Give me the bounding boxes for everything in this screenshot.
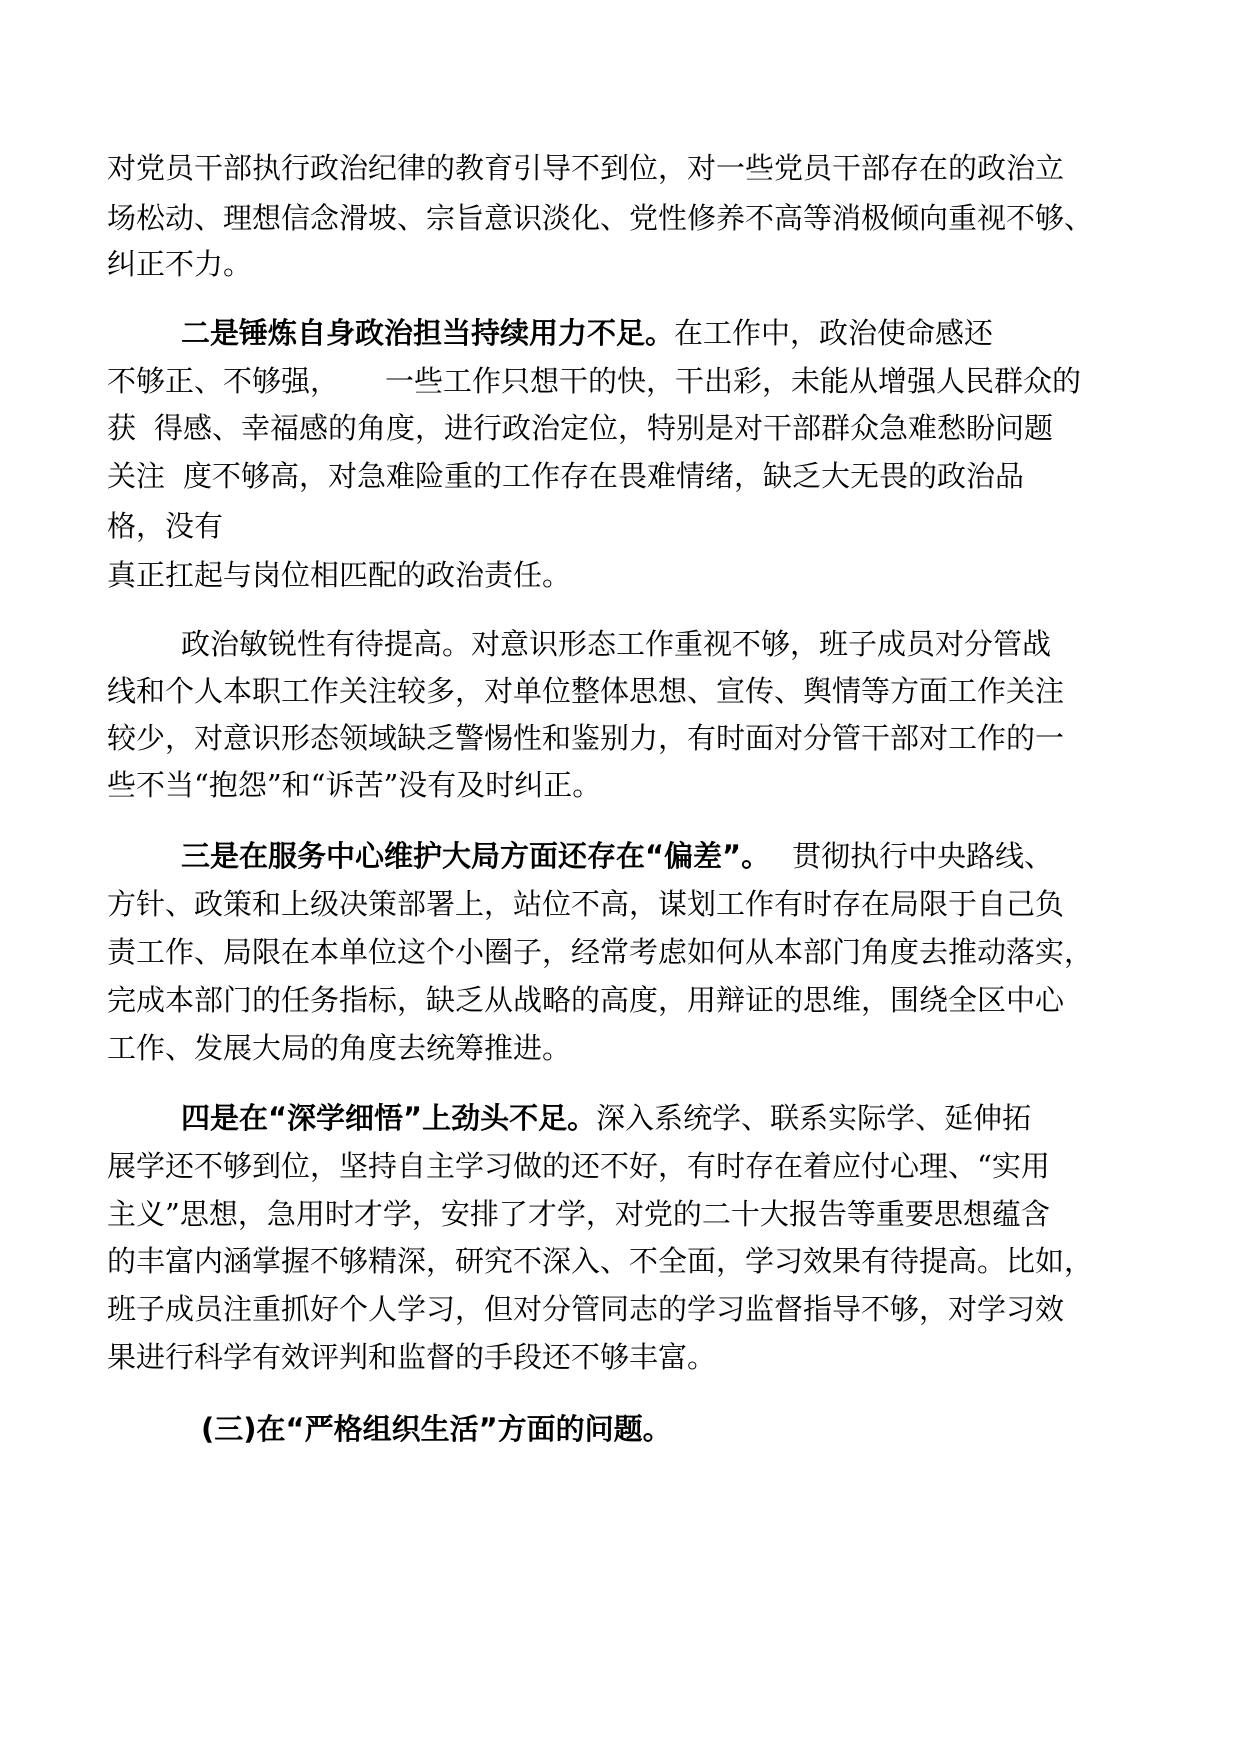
paragraph-2-line-2-part-b: 一些工作只想干的快，干出彩，未能从增强人民群众的 [385, 364, 1082, 398]
paragraph-4-line-1-text: 贯彻执行中央路线、 [792, 839, 1054, 873]
paragraph-5-line-2: 展学还不够到位，坚持自主学习做的还不好，有时存在着应付心理、“实用 [107, 1149, 1050, 1183]
paragraph-2-line-6: 真正扛起与岗位相匹配的政治责任。 [107, 558, 572, 592]
paragraph-2-line-3-part-b: 得感、幸福感的角度，进行政治定位，特别是对干部群众急难愁盼问题 [154, 411, 1054, 445]
paragraph-2-line-3 [107, 410, 1053, 446]
paragraph-2-lead: 二是锤炼自身政治担当持续用力不足。 [181, 316, 675, 350]
paragraph-5-line-1-text: 深入系统学、联系实际学、延伸拓 [596, 1101, 1032, 1135]
paragraph-5-line-1 [181, 1100, 1031, 1136]
paragraph-2-line-4-part-a: 关注 [107, 459, 166, 493]
paragraph-3-line-1: 政治敏锐性有待提高。对意识形态工作重视不够，班子成员对分管战 [181, 627, 1052, 661]
paragraph-4-line-4: 完成本部门的任务指标，缺乏从战略的高度，用辩证的思维，围绕全区中心 [107, 983, 1065, 1017]
paragraph-4-line-3: 责工作、局限在本单位这个小圈子，经常考虑如何从本部门角度去推动落实， [107, 935, 1094, 969]
paragraph-5-line-3: 主义”思想，急用时才学，安排了才学，对党的二十大报告等重要思想蕴含 [107, 1197, 1050, 1231]
paragraph-1-line-1: 对党员干部执行政治纪律的教育引导不到位，对一些党员干部存在的政治立 [107, 151, 1065, 185]
paragraph-3-line-2: 线和个人本职工作关注较多，对单位整体思想、宣传、舆情等方面工作关注 [107, 674, 1065, 708]
paragraph-2-line-4-part-b: 度不够高，对急难险重的工作存在畏难情绪，缺乏大无畏的政治品 [183, 459, 1025, 493]
paragraph-2-line-4 [107, 458, 1024, 494]
paragraph-2-line-2 [107, 363, 1081, 399]
paragraph-4-line-1 [181, 838, 1053, 874]
paragraph-5-line-6: 果进行科学有效评判和监督的手段还不够丰富。 [107, 1340, 717, 1374]
paragraph-3-line-3: 较少，对意识形态领域缺乏警惕性和鉴别力，有时面对分管干部对工作的一 [107, 721, 1065, 755]
paragraph-2-line-1 [181, 315, 993, 351]
paragraph-2-line-1-text: 在工作中，政治使命感还 [674, 316, 994, 350]
paragraph-4-line-2: 方针、政策和上级决策部署上，站位不高，谋划工作有时存在局限于自己负 [107, 887, 1065, 921]
section-heading: (三)在“严格组织生活”方面的问题。 [201, 1412, 672, 1446]
paragraph-5-line-5: 班子成员注重抓好个人学习，但对分管同志的学习监督指导不够，对学习效 [107, 1292, 1065, 1326]
paragraph-2-line-2-part-a: 不够正、不够强， [107, 364, 340, 398]
paragraph-1-line-2: 场松动、理想信念滑坡、宗旨意识淡化、党性修养不高等消极倾向重视不够、 [107, 201, 1094, 235]
paragraph-3-line-4: 些不当“抱怨”和“诉苦”没有及时纠正。 [107, 768, 602, 802]
paragraph-1-line-3: 纠正不力。 [107, 247, 253, 281]
paragraph-4-line-5: 工作、发展大局的角度去统筹推进。 [107, 1031, 572, 1065]
paragraph-2-line-3-part-a: 获 [107, 411, 137, 445]
paragraph-5-line-4: 的丰富内涵掌握不够精深，研究不深入、不全面，学习效果有待提高。比如， [107, 1244, 1094, 1278]
paragraph-4-lead: 三是在服务中心维护大局方面还存在“偏差”。 [181, 839, 771, 873]
paragraph-2-line-5: 格，没有 [107, 509, 224, 543]
paragraph-5-lead: 四是在“深学细悟”上劲头不足。 [181, 1101, 597, 1135]
